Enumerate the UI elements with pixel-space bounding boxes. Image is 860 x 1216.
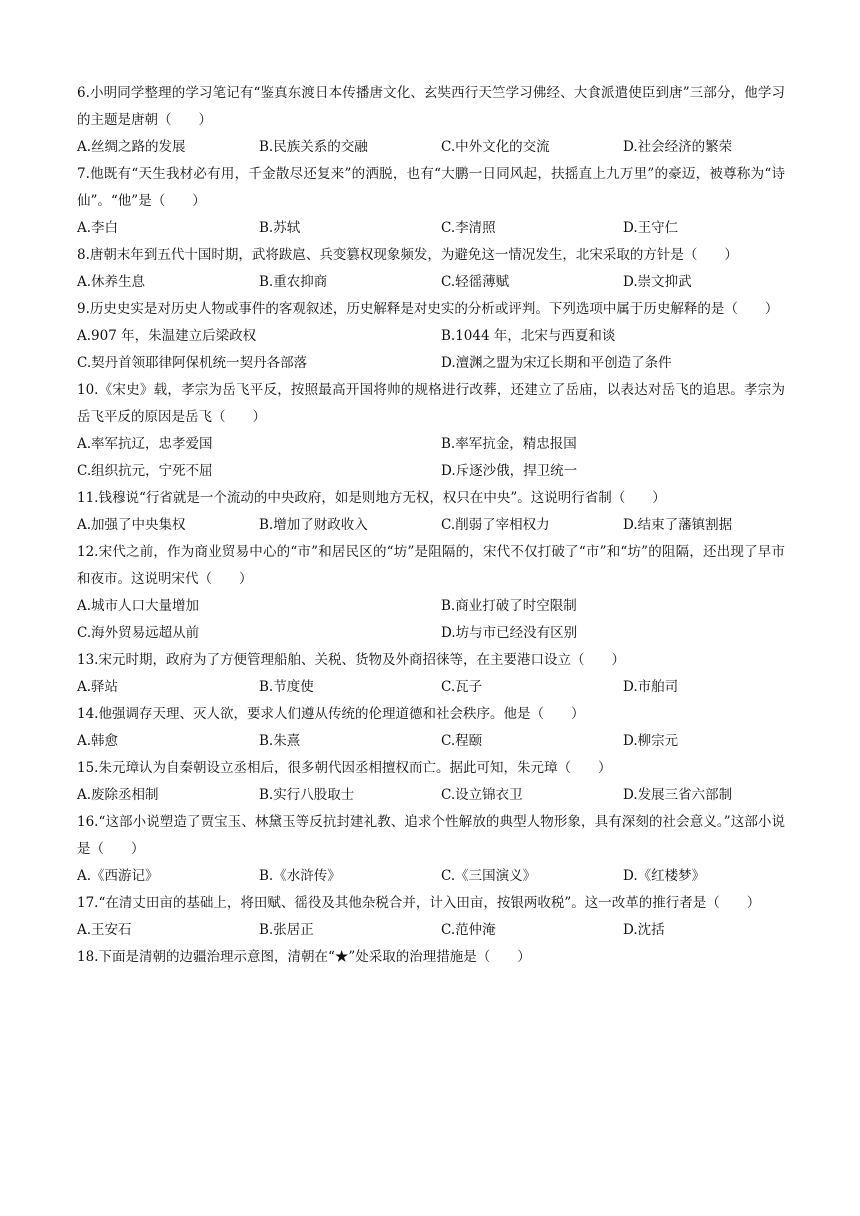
option-d: D.王守仁: [623, 220, 679, 236]
option-b: B.苏轼: [259, 220, 301, 236]
option-c: C.中外文化的交流: [441, 139, 550, 155]
option-a: A.李白: [77, 220, 119, 236]
options-row: [77, 431, 785, 458]
option-a: A.王安石: [77, 922, 132, 938]
option-c: C.程颐: [441, 733, 483, 749]
question-7: [77, 161, 785, 242]
option-a: A.废除丞相制: [77, 787, 159, 803]
option-a: A.城市人口大量增加: [77, 598, 200, 614]
option-b: B.实行八股取士: [259, 787, 355, 803]
question-6: [77, 80, 785, 161]
exam-page: [77, 80, 785, 971]
option-c: C.契丹首领耶律阿保机统一契丹各部落: [77, 355, 308, 371]
option-c: C.范仲淹: [441, 922, 496, 938]
question-stem: 15.朱元璋认为自秦朝设立丞相后，很多朝代因丞相擅权而亡。据此可知，朱元璋（ ）: [77, 760, 612, 776]
option-b: B.民族关系的交融: [259, 139, 368, 155]
options-row: [77, 215, 785, 242]
option-a: A.丝绸之路的发展: [77, 139, 186, 155]
question-stem: 12.宋代之前，作为商业贸易中心的“市”和居民区的“坊”是阻隔的，宋代不仅打破了“市”和“坊”的阻隔，还出现了早市和夜市。这说明宋代（ ）: [77, 544, 785, 587]
option-d: D.结束了藩镇割据: [623, 517, 733, 533]
option-c: C.瓦子: [441, 679, 483, 695]
options-row: [77, 350, 785, 377]
options-row: [77, 863, 785, 890]
option-b: B.重农抑商: [259, 274, 328, 290]
options-row: [77, 323, 785, 350]
options-row: [77, 782, 785, 809]
options-row: [77, 134, 785, 161]
option-a: A.韩愈: [77, 733, 119, 749]
option-a: A.驿站: [77, 679, 119, 695]
options-row: [77, 728, 785, 755]
option-c: C.削弱了宰相权力: [441, 517, 550, 533]
option-d: D.沈括: [623, 922, 665, 938]
question-12: [77, 539, 785, 647]
option-d: D.发展三省六部制: [623, 787, 733, 803]
option-c: C.《三国演义》: [441, 868, 537, 884]
options-row: [77, 620, 785, 647]
options-row: [77, 512, 785, 539]
question-14: [77, 701, 785, 755]
option-b: B.张居正: [259, 922, 314, 938]
question-9: [77, 296, 785, 377]
options-row: [77, 269, 785, 296]
question-16: [77, 809, 785, 890]
question-11: [77, 485, 785, 539]
question-stem: 14.他强调存天理、灭人欲，要求人们遵从传统的伦理道德和社会秩序。他是（ ）: [77, 706, 585, 722]
option-d: D.《红楼梦》: [623, 868, 706, 884]
question-17: [77, 890, 785, 944]
option-b: B.商业打破了时空限制: [441, 598, 577, 614]
question-stem: 9.历史史实是对历史人物或事件的客观叙述，历史解释是对史实的分析或评判。下列选项中属于历史解释的是（ ）: [77, 301, 779, 317]
question-stem: 11.钱穆说“行省就是一个流动的中央政府，如是则地方无权，权只在中央”。这说明行省制（ ）: [77, 490, 666, 506]
option-c: C.设立锦衣卫: [441, 787, 523, 803]
option-d: D.社会经济的繁荣: [623, 139, 733, 155]
question-18: [77, 944, 785, 971]
option-d: D.澶渊之盟为宋辽长期和平创造了条件: [441, 355, 672, 371]
option-b: B.增加了财政收入: [259, 517, 368, 533]
option-c: C.组织抗元，宁死不屈: [77, 463, 213, 479]
question-stem: 18.下面是清朝的边疆治理示意图，清朝在“★”处采取的治理措施是（ ）: [77, 949, 531, 965]
option-b: B.1044 年，北宋与西夏和谈: [441, 328, 616, 344]
option-a: A.率军抗辽，忠孝爱国: [77, 436, 213, 452]
option-c: C.轻徭薄赋: [441, 274, 510, 290]
option-a: A.《西游记》: [77, 868, 159, 884]
option-b: B.《水浒传》: [259, 868, 341, 884]
option-d: D.坊与市已经没有区别: [441, 625, 578, 641]
option-a: A.加强了中央集权: [77, 517, 186, 533]
question-15: [77, 755, 785, 809]
option-b: B.节度使: [259, 679, 314, 695]
option-c: C.李清照: [441, 220, 496, 236]
option-a: A.907 年，朱温建立后梁政权: [77, 328, 257, 344]
question-8: [77, 242, 785, 296]
question-stem: 10.《宋史》载，孝宗为岳飞平反，按照最高开国将帅的规格进行改葬，还建立了岳庙，以表达对岳飞的追思。孝宗为岳飞平反的原因是岳飞（ ）: [77, 382, 785, 425]
option-a: A.休养生息: [77, 274, 146, 290]
question-10: [77, 377, 785, 485]
question-stem: 8.唐朝末年到五代十国时期，武将跋扈、兵变篡权现象频发，为避免这一情况发生，北宋采取的方针是（ ）: [77, 247, 738, 263]
option-d: D.市舶司: [623, 679, 679, 695]
options-row: [77, 458, 785, 485]
question-stem: 6.小明同学整理的学习笔记有“鉴真东渡日本传播唐文化、玄奘西行天竺学习佛经、大食派遣使臣到唐”三部分，他学习的主题是唐朝（ ）: [77, 85, 785, 128]
question-stem: 16.“这部小说塑造了贾宝玉、林黛玉等反抗封建礼教、追求个性解放的典型人物形象，具有深刻的社会意义。”这部小说是（ ）: [77, 814, 785, 857]
options-row: [77, 674, 785, 701]
option-b: B.率军抗金，精忠报国: [441, 436, 577, 452]
question-stem: 7.他既有“天生我材必有用，千金散尽还复来”的洒脱，也有“大鹏一日同风起，扶摇直上九万里”的豪迈，被尊称为“诗仙”。“他”是（ ）: [77, 166, 785, 209]
options-row: [77, 917, 785, 944]
option-b: B.朱熹: [259, 733, 301, 749]
option-c: C.海外贸易远超从前: [77, 625, 200, 641]
question-list: [77, 80, 785, 971]
question-stem: 13.宋元时期，政府为了方便管理船舶、关税、货物及外商招徕等，在主要港口设立（ ）: [77, 652, 625, 668]
option-d: D.崇文抑武: [623, 274, 692, 290]
question-stem: 17.“在清丈田亩的基础上，将田赋、徭役及其他杂税合并，计入田亩，按银两收税”。这一改革的推行者是（ ）: [77, 895, 761, 911]
option-d: D.斥逐沙俄，捍卫统一: [441, 463, 578, 479]
options-row: [77, 593, 785, 620]
question-13: [77, 647, 785, 701]
option-d: D.柳宗元: [623, 733, 679, 749]
